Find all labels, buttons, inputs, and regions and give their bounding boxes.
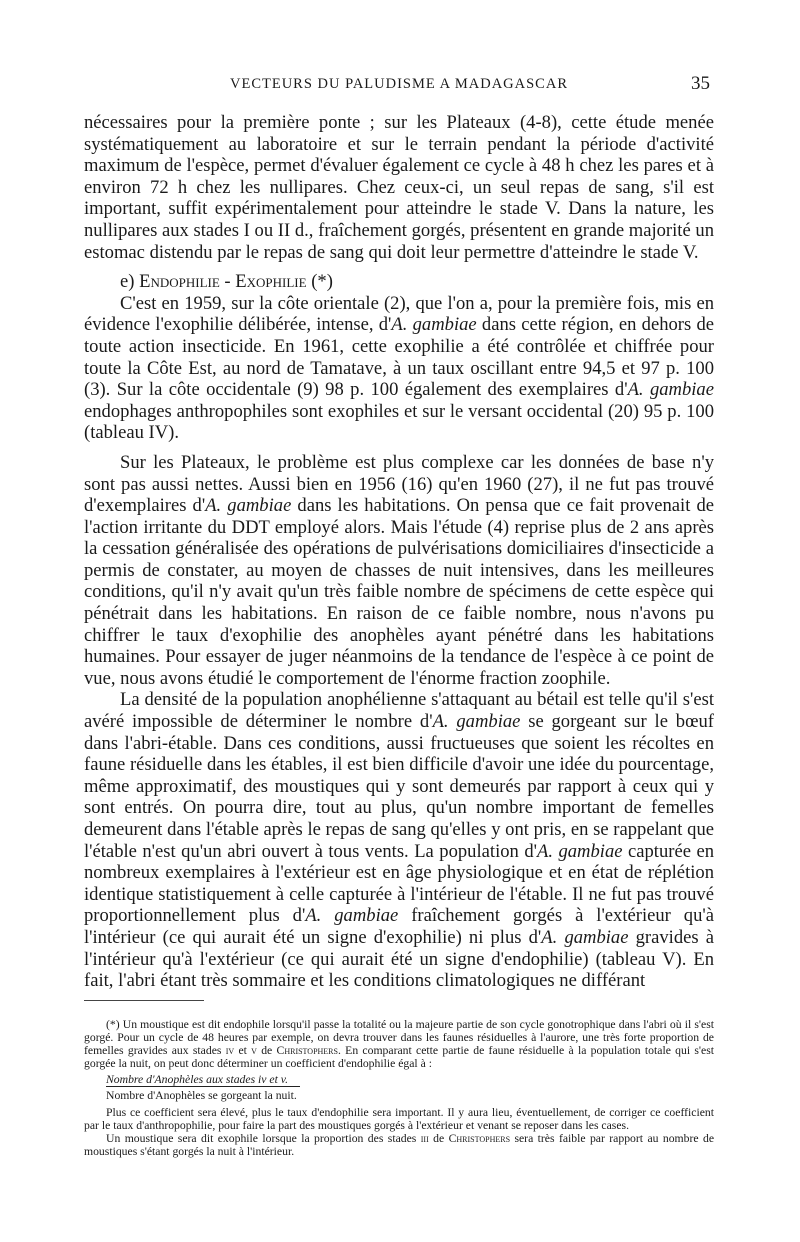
text-run: dans les habitations. On pensa que ce fait provenait de l'action irritante du DDT employé alors. Mais l'étude (4) reprise plus de 2 ans après la cessation généralisée des opérations de pulvérisations domiciliaires d'insecticide a permis de constater, au moyen de chasses de nuit intensives, dans les meilleures conditions, qu'il n'y avait qu'un très faible nombre de spécimens de cette espèce qui pénétrait dans les habitations. En raison de ce faible nombre, nous n'avons pu chiffrer le taux d'exophilie des anophèles ayant pénétré dans les habitations humaines. Pour essayer de juger néanmoins de la tendance de l'espèce à ce point de vue, nous avons étudié le comportement de l'énorme fraction zoophile. (84, 495, 714, 689)
paragraph-continuation: nécessaires pour la première ponte ; sur les Plateaux (4-8), cette étude menée systématiquement au laboratoire et sur le terrain pendant la période d'activité maximum de l'espèce, permet d'évaluer également ce cycle à 48 h chez les pares et à environ 72 h chez les nullipares. Chez ceux-ci, un seul repas de sang, s'il est important, suffit expérimentalement pour atteindre le stade V. Dans la nature, les nullipares aux stades I ou II d., fraîchement gorgés, présentent en grande majorité un estomac distendu par le repas de sang qui doit leur permettre d'atteindre le stade V. (84, 112, 714, 263)
species-name: A. gambiae (305, 905, 399, 927)
section-letter: e) (120, 271, 140, 293)
text-run: Sur les Plateaux, le problème est plus complexe car les données de base n'y sont pas aussi nettes. Aussi bien en 1956 (16) qu'en 1960 (27), il ne fut pas trouvé d'exemplaires d' (84, 451, 714, 517)
text-run: dans cette région, en dehors de toute action insecticide. En 1961, cette exophilie a été contrôlée et chiffrée pour toute la Côte Est, au nord de Tamatave, à un taux oscillant entre 94,5 et 97 p. 100 (3). Sur la côte occidentale (9) 98 p. 100 également des exemplaires d' (84, 314, 714, 401)
author-name: Christophers (276, 1044, 338, 1057)
section-footnote-mark: (*) (306, 271, 333, 293)
paragraph-plateaux (84, 452, 714, 690)
stage-numeral: iv (225, 1044, 235, 1057)
species-name: A. gambiae (627, 379, 714, 401)
running-head: VECTEURS DU PALUDISME A MADAGASCAR (229, 76, 568, 92)
stage-numeral: iii (420, 1132, 429, 1145)
text-run: capturée en nombreux exemplaires à l'extérieur est en âge physiologique et en état de réplétion identique statistiquement à celle capturée à l'intérieur de l'étable. Il ne fut pas trouvé proportionnellement plus d' (84, 840, 714, 927)
footnote-exophile (84, 1132, 714, 1158)
species-name: A. gambiae (541, 926, 629, 948)
text-run: Un moustique sera dit exophile lorsque la proportion des stades (106, 1132, 421, 1145)
paragraph-cote-orientale (84, 293, 714, 444)
stage-numeral: v (251, 1044, 257, 1057)
text-run: gravides à l'intérieur qu'à l'extérieur (ce qui aurait été un signe d'endophilie) (tableau V). En fait, l'abri étant très sommaire et les conditions climatologiques ne différant (84, 926, 714, 992)
species-name: A. gambiae (536, 840, 623, 862)
section-title: Endophilie - Exophilie (139, 271, 307, 293)
paragraph-densite (84, 689, 714, 991)
body-text (84, 112, 714, 992)
text-run: . En comparant cette partie de faune résiduelle à la population totale qui s'est gorgée la nuit, on peut donc déterminer un coefficient d'endophilie égal à : (84, 1044, 714, 1070)
text-run: sera très faible par rapport au nombre de moustiques s'étant gorgés la nuit à l'intérieur. (84, 1132, 715, 1158)
text-run: endophages anthropophiles sont exophiles et sur le versant occidental (20) 95 p. 100 (tableau IV). (84, 400, 714, 444)
text-run: (*) Un moustique est dit endophile lorsqu'il passe la totalité ou la majeure partie de son cycle gonotrophique dans l'abri où il s'est gorgé. Pour un cycle de 48 heures par exemple, on devra trouver dans les faunes résiduelles à l'aurore, une très forte proportion de femelles gravides aux stades (84, 1018, 714, 1057)
text-run: de (428, 1132, 449, 1145)
footnote-coefficient: Plus ce coefficient sera élevé, plus le taux d'endophilie sera important. Il y aura lieu, éventuellement, de corriger ce coefficient par le taux d'anthropophilie, pour faire la part des moustiques gorgés à l'extérieur et venant se reposer dans les cases. (84, 1106, 714, 1132)
species-name: A. gambiae (391, 314, 477, 336)
footnote-rule (84, 1000, 204, 1001)
text-run: La densité de la population anophélienne s'attaquant au bétail est telle qu'il s'est avéré impossible de déterminer le nombre d' (84, 689, 714, 733)
text-run: de (256, 1044, 277, 1057)
text-run: C'est en 1959, sur la côte orientale (2), que l'on a, pour la première fois, mis en évidence l'exophilie délibérée, intense, d' (84, 292, 714, 336)
species-name: A. gambiae (432, 711, 521, 733)
text-run: fraîchement gorgés à l'extérieur qu'à l'intérieur (ce qui aurait été un signe d'exophilie) ni plus d' (84, 905, 714, 948)
page-number: 35 (691, 73, 710, 94)
fraction-numerator: Nombre d'Anophèles aux stades iv et v. (106, 1073, 300, 1087)
fraction-denominator: Nombre d'Anophèles se gorgeant la nuit. (106, 1089, 297, 1102)
footnote-endophile (84, 1018, 714, 1070)
section-heading (84, 271, 714, 293)
text-run: se gorgeant sur le bœuf dans l'abri-étable. Dans ces conditions, aussi fructueuses que soient les récoltes en faune résiduelle dans les étables, il est bien difficile d'avoir une idée du pourcentage, même approximatif, des moustiques qui y sont demeurés par rapport à ceux qui y sont entrés. On pourra dire, tout au plus, qu'un nombre important de femelles demeurent dans l'étable après le repas de sang qu'elles y ont pris, en se rappelant que l'étable n'est qu'un abri ouvert à tous vents. La population d' (84, 711, 714, 862)
footnotes (84, 1018, 714, 1158)
species-name: A. gambiae (205, 495, 292, 517)
author-name: Christophers (448, 1132, 511, 1145)
text-run: et (234, 1044, 252, 1057)
